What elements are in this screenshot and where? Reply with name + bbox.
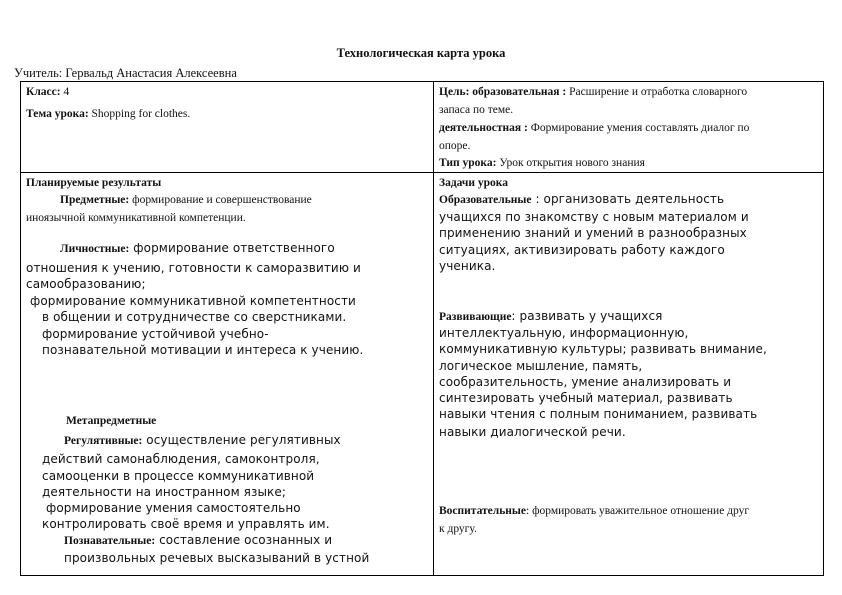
subject-results: Предметные: формирование и совершенствование [60, 194, 312, 206]
cognitive-results: Познавательные: составление осознанных и [64, 533, 333, 547]
class-info: Класс: 4 [26, 86, 70, 98]
regulative-line-2: действий самонаблюдения, самоконтроля, [42, 452, 320, 466]
goal-activity-cont: опоре. [439, 140, 471, 152]
task-developing-line-7: навыки чтения с полным пониманием, развивать [439, 407, 758, 421]
cognitive-line-2: произвольных речевых высказываний в устной [64, 551, 370, 565]
task-educational-line-2: учащихся по знакомству с новым материалом и [439, 210, 749, 224]
regulative-line-6: контролировать своё время и управлять им. [42, 517, 330, 531]
personal-line-7: познавательной мотивации и интереса к учению. [42, 343, 364, 357]
regulative-line-5: формирование умения самостоятельно [46, 501, 301, 515]
subject-results-cont: иноязычной коммуникативной компетенции. [26, 212, 246, 224]
personal-line-2: отношения к учению, готовности к саморазвитию и [26, 261, 361, 275]
planned-results-heading: Планируемые результаты [26, 177, 162, 189]
goal-educational: Цель: образовательная : Расширение и отработка словарного [439, 86, 748, 98]
task-developing-line-3: коммуникативную культуры; развивать внимание, [439, 342, 767, 356]
regulative-line-4: деятельности на иностранном языке; [42, 485, 287, 499]
meta-results-heading: Метапредметные [66, 415, 157, 427]
table-row-divider [20, 172, 824, 173]
regulative-line-3: самооценки в процессе коммуникативной [42, 469, 315, 483]
lesson-tasks-heading: Задачи урока [439, 177, 509, 189]
task-upbringing-line-2: к другу. [439, 523, 477, 535]
task-educational-line-5: ученика. [439, 259, 496, 273]
goal-activity: деятельностная : Формирование умения составлять диалог по [439, 122, 750, 134]
lesson-topic: Тема урока: Shopping for clothes. [26, 108, 191, 120]
task-developing-line-6: синтезировать учебный материал, развивать [439, 391, 733, 405]
task-developing-line-5: сообразительность, умение анализировать и [439, 375, 732, 389]
goal-educational-cont: запаса по теме. [439, 104, 514, 116]
task-educational: Образовательные : организовать деятельность [439, 192, 725, 206]
task-developing-line-4: логическое мышление, память, [439, 359, 643, 373]
task-educational-line-4: ситуациях, активизировать работу каждого [439, 243, 725, 257]
task-developing-line-2: интеллектуальную, информационную, [439, 326, 689, 340]
task-educational-line-3: применению знаний и умений в разнообразных [439, 226, 747, 240]
task-developing-line-8: навыки диалогической речи. [439, 425, 626, 439]
teacher-name: Учитель: Гервальд Анастасия Алексеевна [14, 66, 237, 80]
personal-line-5: в общении и сотрудничестве со сверстниками. [42, 310, 347, 324]
table-column-divider [433, 81, 434, 576]
personal-line-3: самообразованию; [26, 277, 146, 291]
task-upbringing: Воспитательные: формировать уважительное отношение друг [439, 505, 750, 517]
task-developing: Развивающие: развивать у учащихся [439, 309, 663, 323]
personal-results: Личностные: формирование ответственного [60, 241, 335, 255]
page-title: Технологическая карта урока [336, 46, 506, 60]
personal-line-4: формирование коммуникативной компетентности [30, 294, 356, 308]
regulative-results: Регулятивные: осуществление регулятивных [64, 433, 341, 447]
personal-line-6: формирование устойчивой учебно- [42, 327, 269, 341]
lesson-type: Тип урока: Урок открытия нового знания [439, 157, 645, 169]
